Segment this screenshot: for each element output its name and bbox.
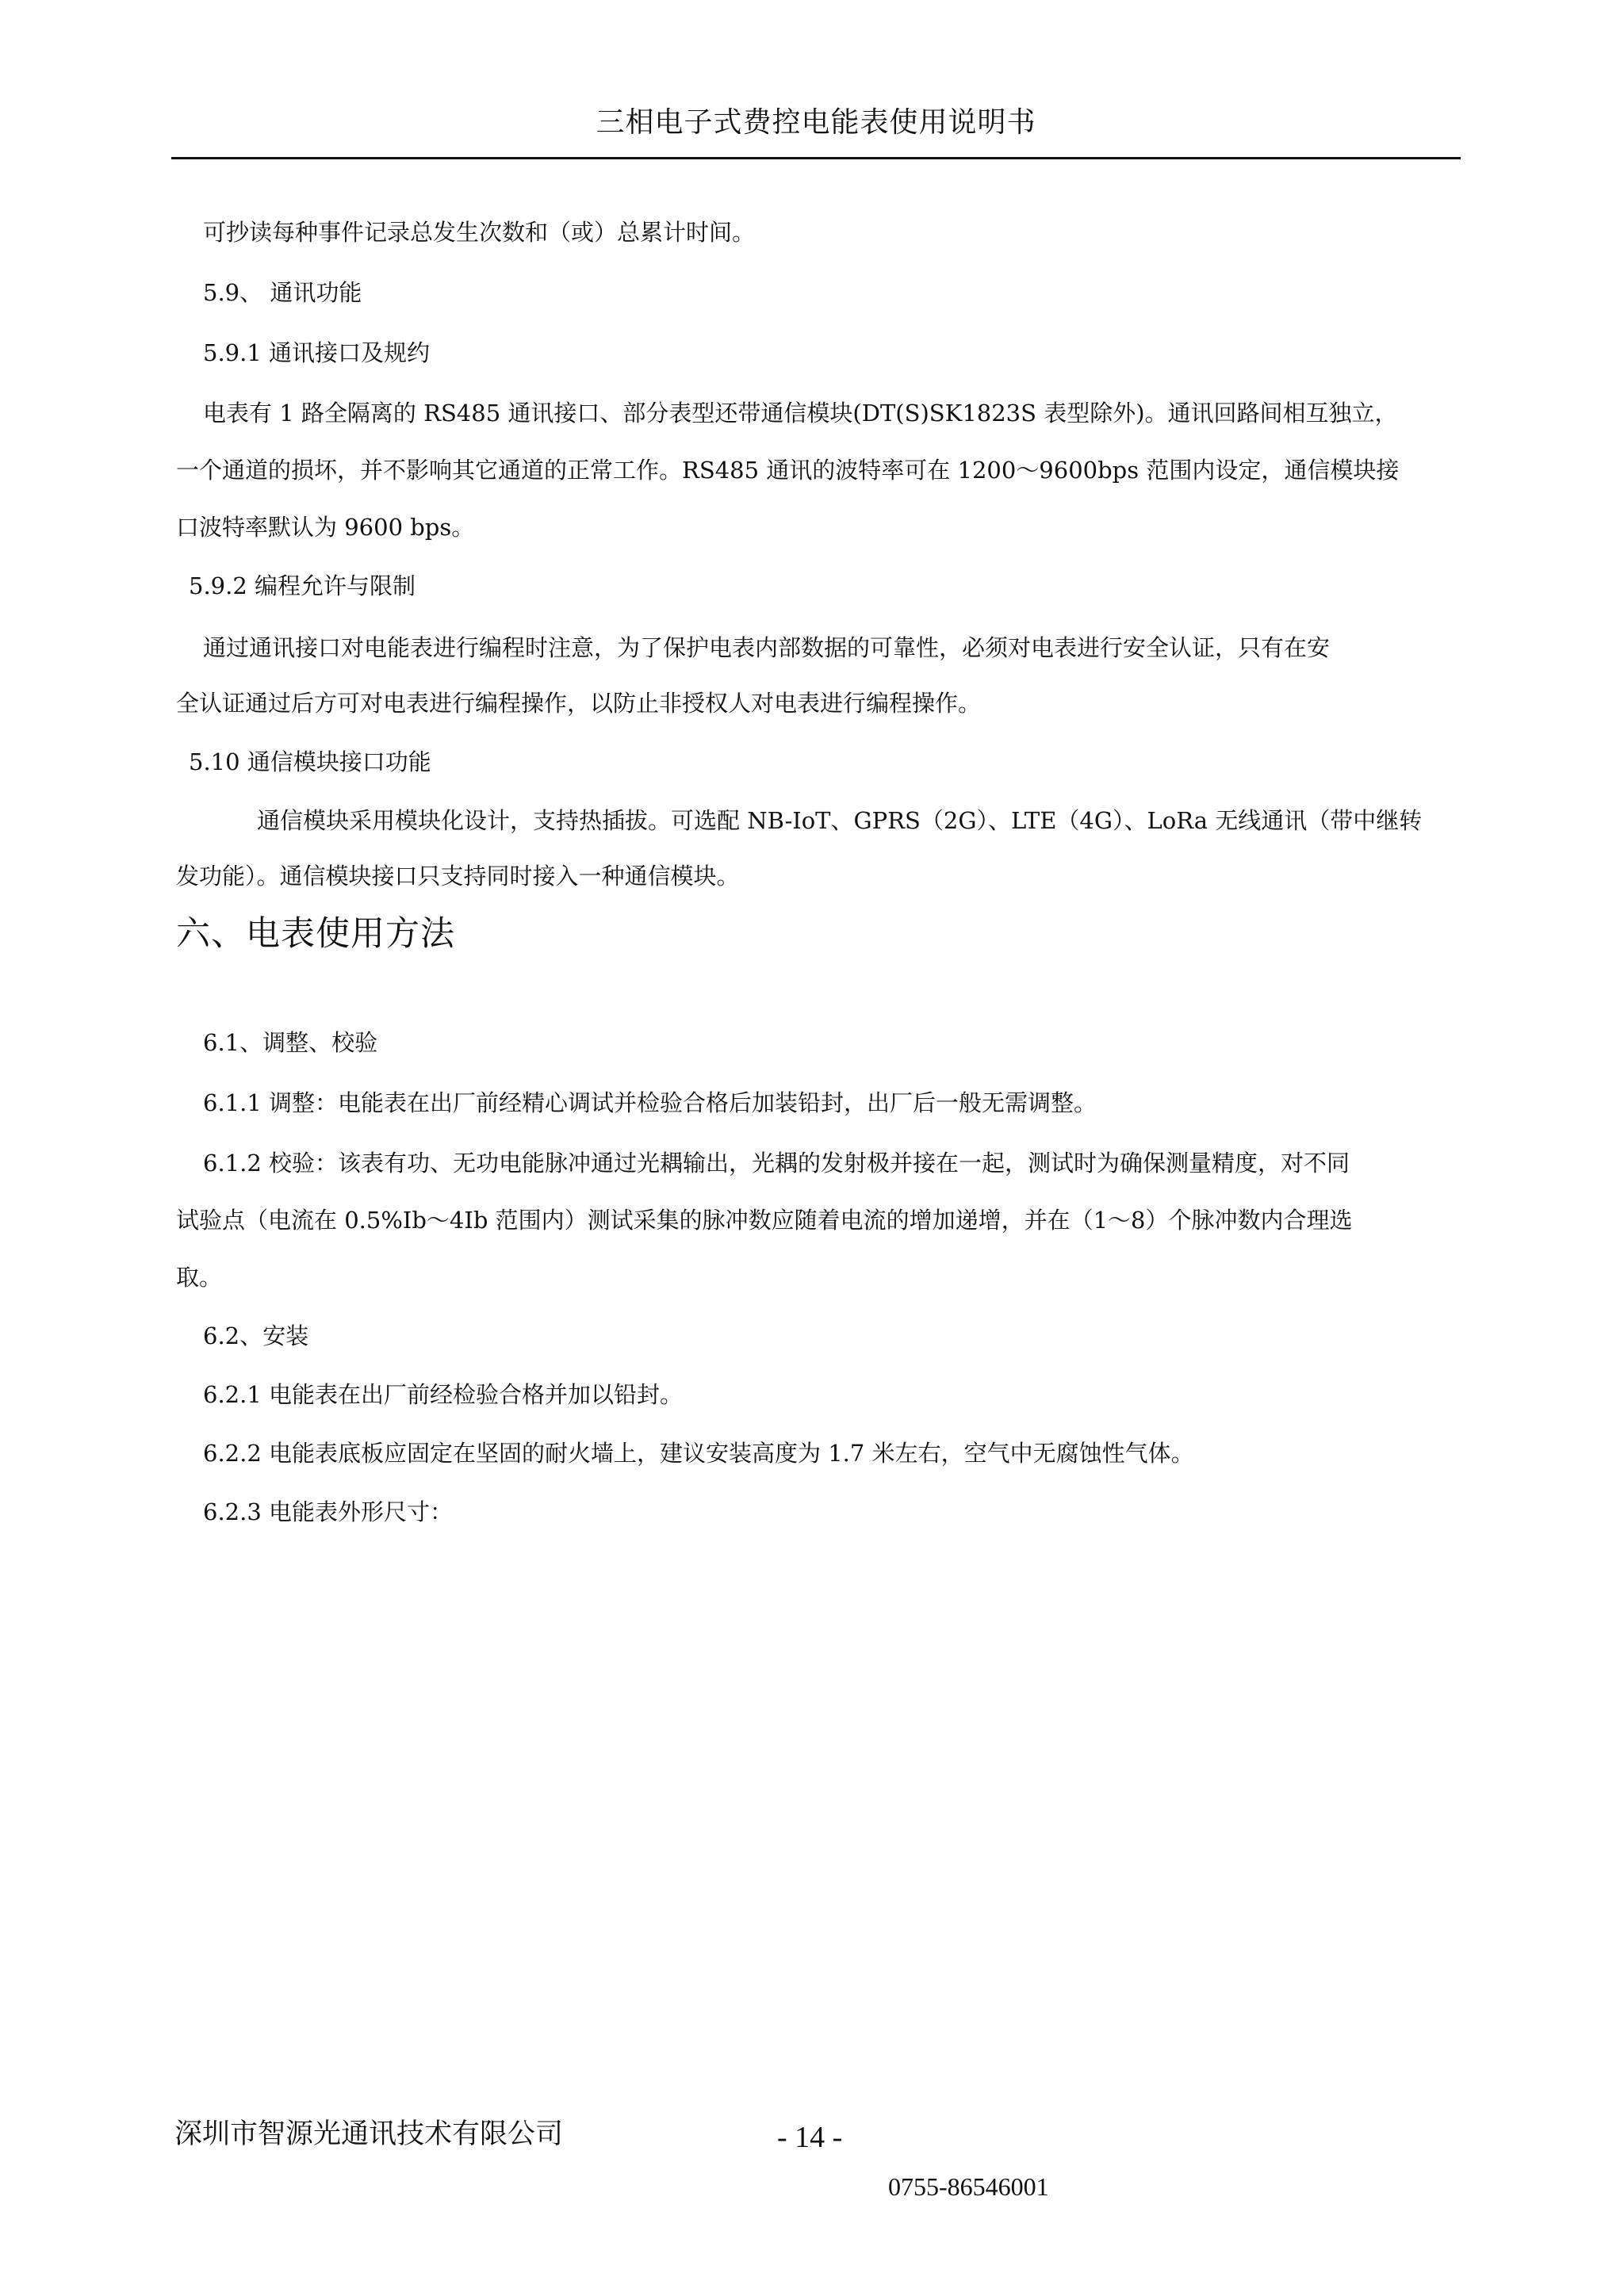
text-line-6-1-2-b: 试验点（电流在 0.5%Ib～4Ib 范围内）测试采集的脉冲数应随着电流的增加递增，并在（1～8）个脉冲数内合理选 [176, 1207, 1353, 1234]
heading-6-2-install: 6.2、安装 [203, 1322, 309, 1349]
text-line-6-2-2: 6.2.2 电能表底板应固定在坚固的耐火墙上，建议安装高度为 1.7 米左右，空气中无腐蚀性气体。 [203, 1440, 1194, 1467]
text-line-module-1: 通信模块采用模块化设计，支持热插拔。可选配 NB-IoT、GPRS（2G）、LTE（4G）、LoRa 无线通讯（带中继转 [257, 807, 1423, 834]
text-line-rs485-1: 电表有 1 路全隔离的 RS485 通讯接口、部分表型还带通信模块(DT(S)SK1823S 表型除外)。通讯回路间相互独立， [203, 400, 1398, 427]
heading-5-9-1-interface: 5.9.1 通讯接口及规约 [203, 339, 431, 366]
footer-phone-number: 0755-86546001 [888, 2172, 1049, 2201]
header-divider [171, 157, 1461, 159]
footer-page-number: - 14 - [777, 2121, 843, 2154]
text-line-6-2-1: 6.2.1 电能表在出厂前经检验合格并加以铅封。 [203, 1381, 684, 1408]
text-line-6-1-2-c: 取。 [176, 1264, 223, 1291]
heading-6-1-adjust-verify: 6.1、调整、校验 [203, 1029, 378, 1056]
section-6-heading: 六、电表使用方法 [176, 914, 455, 954]
text-line-6-1-2-a: 6.1.2 校验：该表有功、无功电能脉冲通过光耦输出，光耦的发射极并接在一起，测试时为确保测量精度，对不同 [203, 1150, 1350, 1177]
footer-company-name: 深圳市智源光通讯技术有限公司 [174, 2118, 564, 2150]
text-line-module-2: 发功能）。通信模块接口只支持同时接入一种通信模块。 [176, 863, 740, 890]
text-line-6-1-1: 6.1.1 调整：电能表在出厂前经精心调试并检验合格后加装铅封，出厂后一般无需调整。 [203, 1089, 1097, 1116]
heading-5-9-communication: 5.9、 通讯功能 [203, 279, 362, 306]
heading-5-9-2-programming: 5.9.2 编程允许与限制 [189, 572, 416, 599]
text-line-event-records: 可抄读每种事件记录总发生次数和（或）总累计时间。 [203, 219, 756, 246]
text-line-rs485-2: 一个通道的损坏，并不影响其它通道的正常工作。RS485 通讯的波特率可在 1200～9600bps 范围内设定，通信模块接 [176, 457, 1400, 484]
text-line-rs485-3: 口波特率默认为 9600 bps。 [176, 514, 475, 541]
page-header-title: 三相电子式费控电能表使用说明书 [596, 106, 1036, 139]
heading-5-10-module-interface: 5.10 通信模块接口功能 [189, 748, 431, 775]
text-line-6-2-3: 6.2.3 电能表外形尺寸： [203, 1498, 454, 1525]
text-line-programming-1: 通过通讯接口对电能表进行编程时注意，为了保护电表内部数据的可靠性，必须对电表进行安全认证，只有在安 [203, 634, 1331, 661]
text-line-programming-2: 全认证通过后方可对电表进行编程操作，以防止非授权人对电表进行编程操作。 [176, 690, 982, 717]
